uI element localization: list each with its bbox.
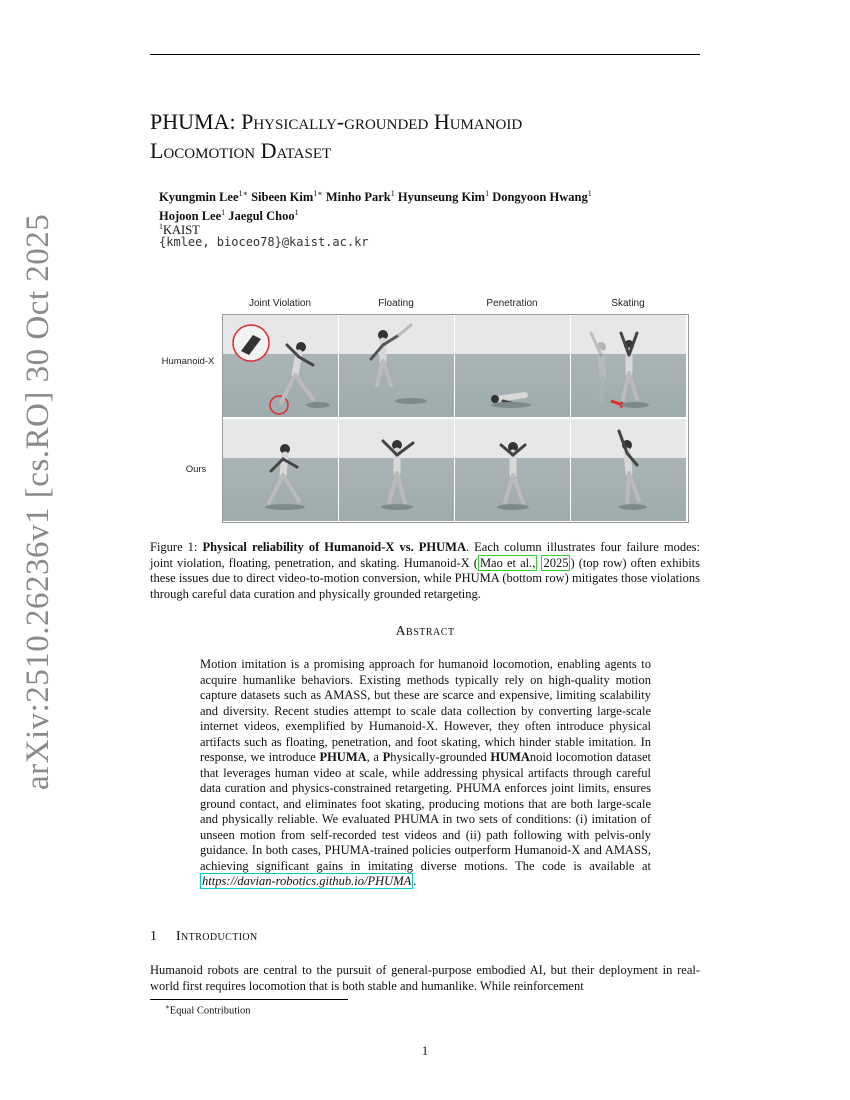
author: Kyungmin Lee <box>159 190 239 205</box>
author: Minho Park <box>325 190 391 205</box>
row-label-ours: Ours <box>185 464 207 475</box>
section-heading: 1 Introduction <box>150 929 258 944</box>
figure-grid <box>222 314 689 523</box>
column-label-joint-violation: Joint Violation <box>248 298 312 309</box>
citation-year-link[interactable]: 2025 <box>543 555 569 570</box>
panel-humanoidx-floating <box>339 315 454 417</box>
author: Dongyoon Hwang <box>492 190 588 205</box>
abstract-heading: Abstract <box>395 624 455 639</box>
author-list: Kyungmin Lee$^{1∗}$ Sibeen Kim$^{1∗}$ Minho Park$^1$ Hyunseung Kim$^1$ Dongyoon Hwang$^1$ Hojoon Lee$^1$ Jaegul Choo$^1$ <box>159 189 592 224</box>
author: Sibeen Kim <box>251 190 314 205</box>
code-url-link[interactable]: https://davian-robotics.github.io/PHUMA <box>202 874 412 888</box>
footnote-rule <box>150 999 348 1000</box>
panel-ours-joint-violation <box>223 419 338 521</box>
column-label-penetration: Penetration <box>486 298 538 309</box>
footnote: ∗Equal Contribution <box>165 1003 251 1017</box>
column-label-floating: Floating <box>378 298 414 309</box>
panel-humanoidx-skating <box>571 315 686 417</box>
panel-ours-floating <box>339 419 454 521</box>
panel-humanoidx-joint-violation <box>223 315 338 417</box>
arxiv-stamp: arXiv:2510.26236v1 [cs.RO] 30 Oct 2025 <box>20 213 56 790</box>
row-label-humanoid-x: Humanoid-X <box>161 356 215 367</box>
intro-paragraph: Humanoid robots are central to the pursuit of general-purpose embodied AI, but their deployment in real-world first requires locomotion that is both stable and humanlike. While reinforcement <box>150 963 700 993</box>
panel-ours-penetration <box>455 419 570 521</box>
paper-title: PHUMA: Physically-grounded Humanoid Locomotion Dataset <box>150 109 523 163</box>
author: Hojoon Lee <box>159 209 222 224</box>
citation-link[interactable]: Mao et al., <box>479 555 536 570</box>
top-rule <box>150 54 700 55</box>
panel-ours-skating <box>571 419 686 521</box>
abstract-body: Motion imitation is a promising approach for humanoid locomotion, enabling agents to acquire humanlike behaviors. Existing methods typically rely on high-quality motion capture datasets such as AMASS, but these are scarce and expensive, limiting scalability and diversity. Recent studies attempt to scale data collection by converting large-scale internet videos, exemplified by Humanoid-X. However, they often introduce physical artifacts such as floating, penetration, and foot skating, which hinder stable imitation. In response, we introduce PHUMA, a Physically-grounded HUMAnoid locomotion dataset that leverages human video at scale, while addressing physical artifacts through careful data curation and physics-constrained retargeting. PHUMA enforces joint limits, ensures ground contact, and eliminates foot skating, producing motions that are both large-scale and physically reliable. We evaluated PHUMA in two sets of conditions: (i) imitation of unseen motion from self-recorded test videos and (ii) path following with pelvis-only guidance. In both cases, PHUMA-trained policies outperform Humanoid-X and AMASS, achieving significant gains in imitating diverse motions. The code is available at https://davian-robotics.github.io/PHUMA . <box>200 657 651 888</box>
panel-humanoidx-penetration <box>455 315 570 417</box>
author-email[interactable]: {kmlee, bioceo78}@kaist.ac.kr <box>159 235 369 249</box>
page-number: 1 <box>421 1044 429 1058</box>
figure-caption: Figure 1: Physical reliability of Humanoid-X vs. PHUMA. Each column illustrates four failure modes: joint violation, floating, penetration, and skating. Humanoid-X ( Mao et al., 2025 ) (top row) often exhibits these issues due to direct video-to-motion conversion, while PHUMA (bottom row) mitigates those violations through careful data curation and physically grounded retargeting. <box>150 540 701 601</box>
affiliation: $^1$KAIST <box>159 222 200 238</box>
column-label-skating: Skating <box>611 298 645 309</box>
author: Hyunseung Kim <box>397 190 486 205</box>
author: Jaegul Choo <box>228 209 295 224</box>
